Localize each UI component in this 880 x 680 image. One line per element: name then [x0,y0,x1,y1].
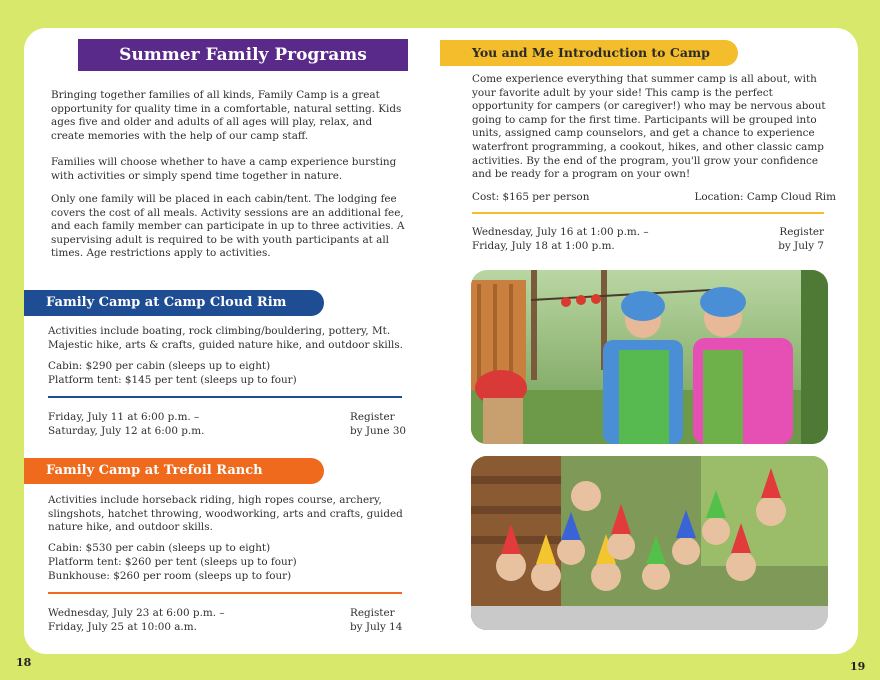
intro-paragraph-2: Families will choose whether to have a camp experience bursting with activities or simply spend time together in nature. [51,156,397,182]
trefoil-price-cabin: Cabin: $530 per cabin (sleeps up to eight) [48,542,271,554]
intro-camp-location: Location: Camp Cloud Rim [694,191,836,203]
intro-camp-cost: Cost: $165 per person [472,191,590,203]
cloud-rim-date-start: Friday, July 11 at 6:00 p.m. – [48,411,200,423]
intro-camp-description: Come experience everything that summer camp is all about, with your favorite adult by your side! This camp is the perfect opportunity for campers (or caregiver!) who may be nervous about going to camp for the first time. Participants will be grouped into units, assigned camp counselors, and get a chance to experience waterfront programming, a cookout, hikes, and other classic camp activities. By the end of the program, you'll grow your confidence and be ready for a program on your own! [472,73,826,181]
intro-camp-date-start: Wednesday, July 16 at 1:00 p.m. – [472,226,649,238]
trefoil-date-start: Wednesday, July 23 at 6:00 p.m. – [48,607,225,619]
party-hats-photo [471,456,828,630]
ropes-course-photo-art [471,270,828,444]
trefoil-register-deadline: by July 14 [350,621,403,633]
cloud-rim-description: Activities include boating, rock climbing/bouldering, pottery, Mt. Majestic hike, arts & crafts, guided nature hike, and outdoor skills. [48,325,403,351]
trefoil-register-label: Register [350,607,395,619]
cloud-rim-divider [48,396,402,398]
intro-paragraph-1: Bringing together families of all kinds, Family Camp is a great opportunity for quality time in a comfortable, natural setting. Kids ages five and older and adults of all ages will play, relax, and create memories with the help of our camp staff. [51,89,402,142]
cloud-rim-price-cabin: Cabin: $290 per cabin (sleeps up to eight) [48,360,271,372]
intro-camp-date-end: Friday, July 18 at 1:00 p.m. [472,240,615,252]
cloud-rim-date-end: Saturday, July 12 at 6:00 p.m. [48,425,205,437]
intro-camp-heading: You and Me Introduction to Camp [440,40,738,66]
trefoil-price-bunkhouse: Bunkhouse: $260 per room (sleeps up to four) [48,570,292,582]
right-page-number: 19 [850,660,866,673]
cloud-rim-register-label: Register [350,411,395,423]
cloud-rim-heading: Family Camp at Camp Cloud Rim [24,290,324,316]
intro-camp-divider [472,212,824,214]
trefoil-heading: Family Camp at Trefoil Ranch [24,458,324,484]
intro-camp-register-deadline: by July 7 [778,240,824,252]
page-title: Summer Family Programs [78,39,408,71]
ropes-course-photo [471,270,828,444]
brochure-spread [24,28,858,654]
trefoil-divider [48,592,402,594]
trefoil-date-end: Friday, July 25 at 10:00 a.m. [48,621,197,633]
trefoil-price-tent: Platform tent: $260 per tent (sleeps up to four) [48,556,297,568]
intro-camp-register-label: Register [779,226,824,238]
cloud-rim-price-tent: Platform tent: $145 per tent (sleeps up to four) [48,374,297,386]
intro-paragraph-3: Only one family will be placed in each cabin/tent. The lodging fee covers the cost of all meals. Activity sessions are an additional fee, and each family member can participate in up to three activities. A supervising adult is required to be with youth participants at all times. Age restrictions apply to activities. [51,193,405,260]
trefoil-description: Activities include horseback riding, high ropes course, archery, slingshots, hatchet throwing, woodworking, arts and crafts, guided nature hike, and outdoor skills. [48,494,403,534]
cloud-rim-register-deadline: by June 30 [350,425,407,437]
left-page-number: 18 [16,656,32,669]
party-hats-photo-art [471,456,828,630]
